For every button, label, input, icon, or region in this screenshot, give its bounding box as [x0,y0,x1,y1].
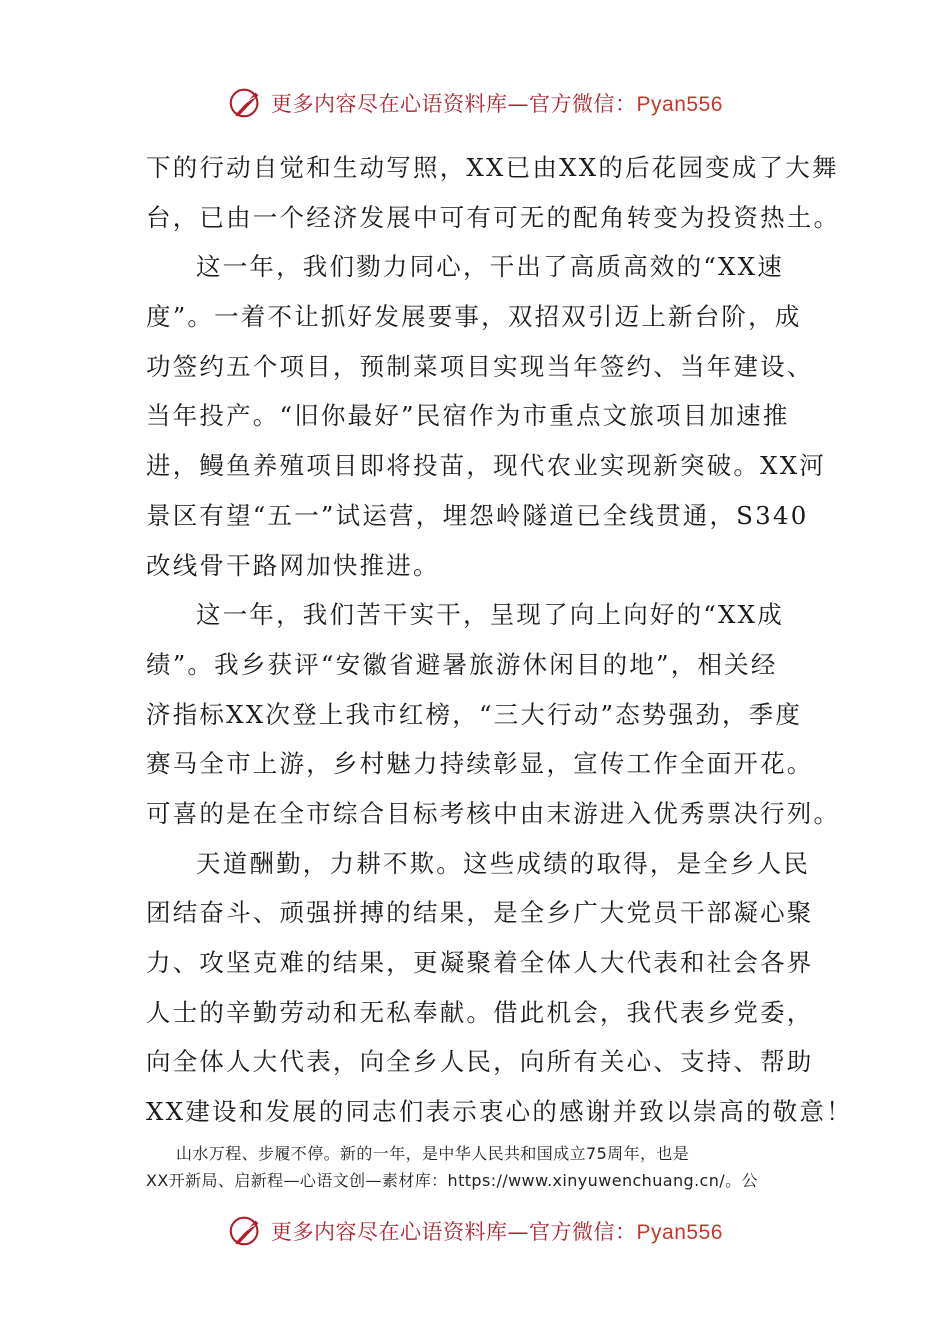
body-line: 绩”。我乡获评“安徽省避暑旅游休闲目的地”，相关经 [146,649,778,679]
body-line: 下的行动自觉和生动写照，XX已由XX的后花园变成了大舞 [146,153,839,182]
header-brand-text: 更多内容尽在心语资料库—官方微信：Pyan556 [271,92,723,116]
body-line: 济指标XX次登上我市红榜，“三大行动”态势强劲，季度 [146,699,803,729]
quill-pen-circle-icon [227,1212,265,1250]
footnote-line: 山水万程、步履不停。新的一年，是中华人民共和国成立75周年，也是 [176,1144,690,1163]
body-line: 赛马全市上游，乡村魅力持续彰显，宣传工作全面开花。 [146,749,814,779]
quill-pen-circle-icon [227,84,265,122]
body-line: 团结奋斗、顽强拼搏的结果，是全乡广大党员干部凝心聚 [146,898,814,928]
body-line: 可喜的是在全市综合目标考核中由末游进入优秀票决行列。 [146,798,841,828]
body-line: 改线骨干路网加快推进。 [146,550,440,580]
footer-banner [0,1206,950,1256]
document-body [146,143,853,1137]
body-line: 当年投产。“旧你最好”民宿作为市重点文旅项目加速推 [146,401,790,431]
body-line: 台，已由一个经济发展中可有可无的配角转变为投资热土。 [146,202,841,232]
body-line: 这一年，我们勠力同心，干出了高质高效的“XX速 [196,252,785,282]
body-line: 人士的辛勤劳动和无私奉献。借此机会，我代表乡党委， [146,997,814,1027]
footer-wechat-id: Pyan556 [636,1221,723,1244]
header-banner [0,78,950,128]
body-line: XX建设和发展的同志们表示衷心的感谢并致以崇高的敬意！ [146,1097,853,1127]
body-line: 力、攻坚克难的结果，更凝聚着全体人大代表和社会各界 [146,948,814,977]
footnote-line: XX开新局、启新程—心语文创—素材库：https://www.xinyuwenchuang.cn/。公 [146,1171,758,1190]
body-line: 景区有望“五一”试运营，埋怨岭隧道已全线贯通，S340 [146,500,809,530]
body-line: 度”。一着不让抓好发展要事，双招双引迈上新台阶，成 [146,302,802,332]
body-line: 天道酬勤，力耕不欺。这些成绩的取得，是全乡人民 [196,848,811,878]
footnote [146,1140,811,1194]
body-line: 向全体人大代表，向全乡人民，向所有关心、支持、帮助 [146,1047,814,1077]
footer-brand-text: 更多内容尽在心语资料库—官方微信：Pyan556 [271,1220,723,1244]
body-line: 进，鳗鱼养殖项目即将投苗，现代农业实现新突破。XX河 [146,451,827,481]
header-wechat-id: Pyan556 [636,93,723,116]
body-line: 这一年，我们苦干实干，呈现了向上向好的“XX成 [196,600,785,630]
body-line: 功签约五个项目，预制菜项目实现当年签约、当年建设、 [146,351,814,381]
